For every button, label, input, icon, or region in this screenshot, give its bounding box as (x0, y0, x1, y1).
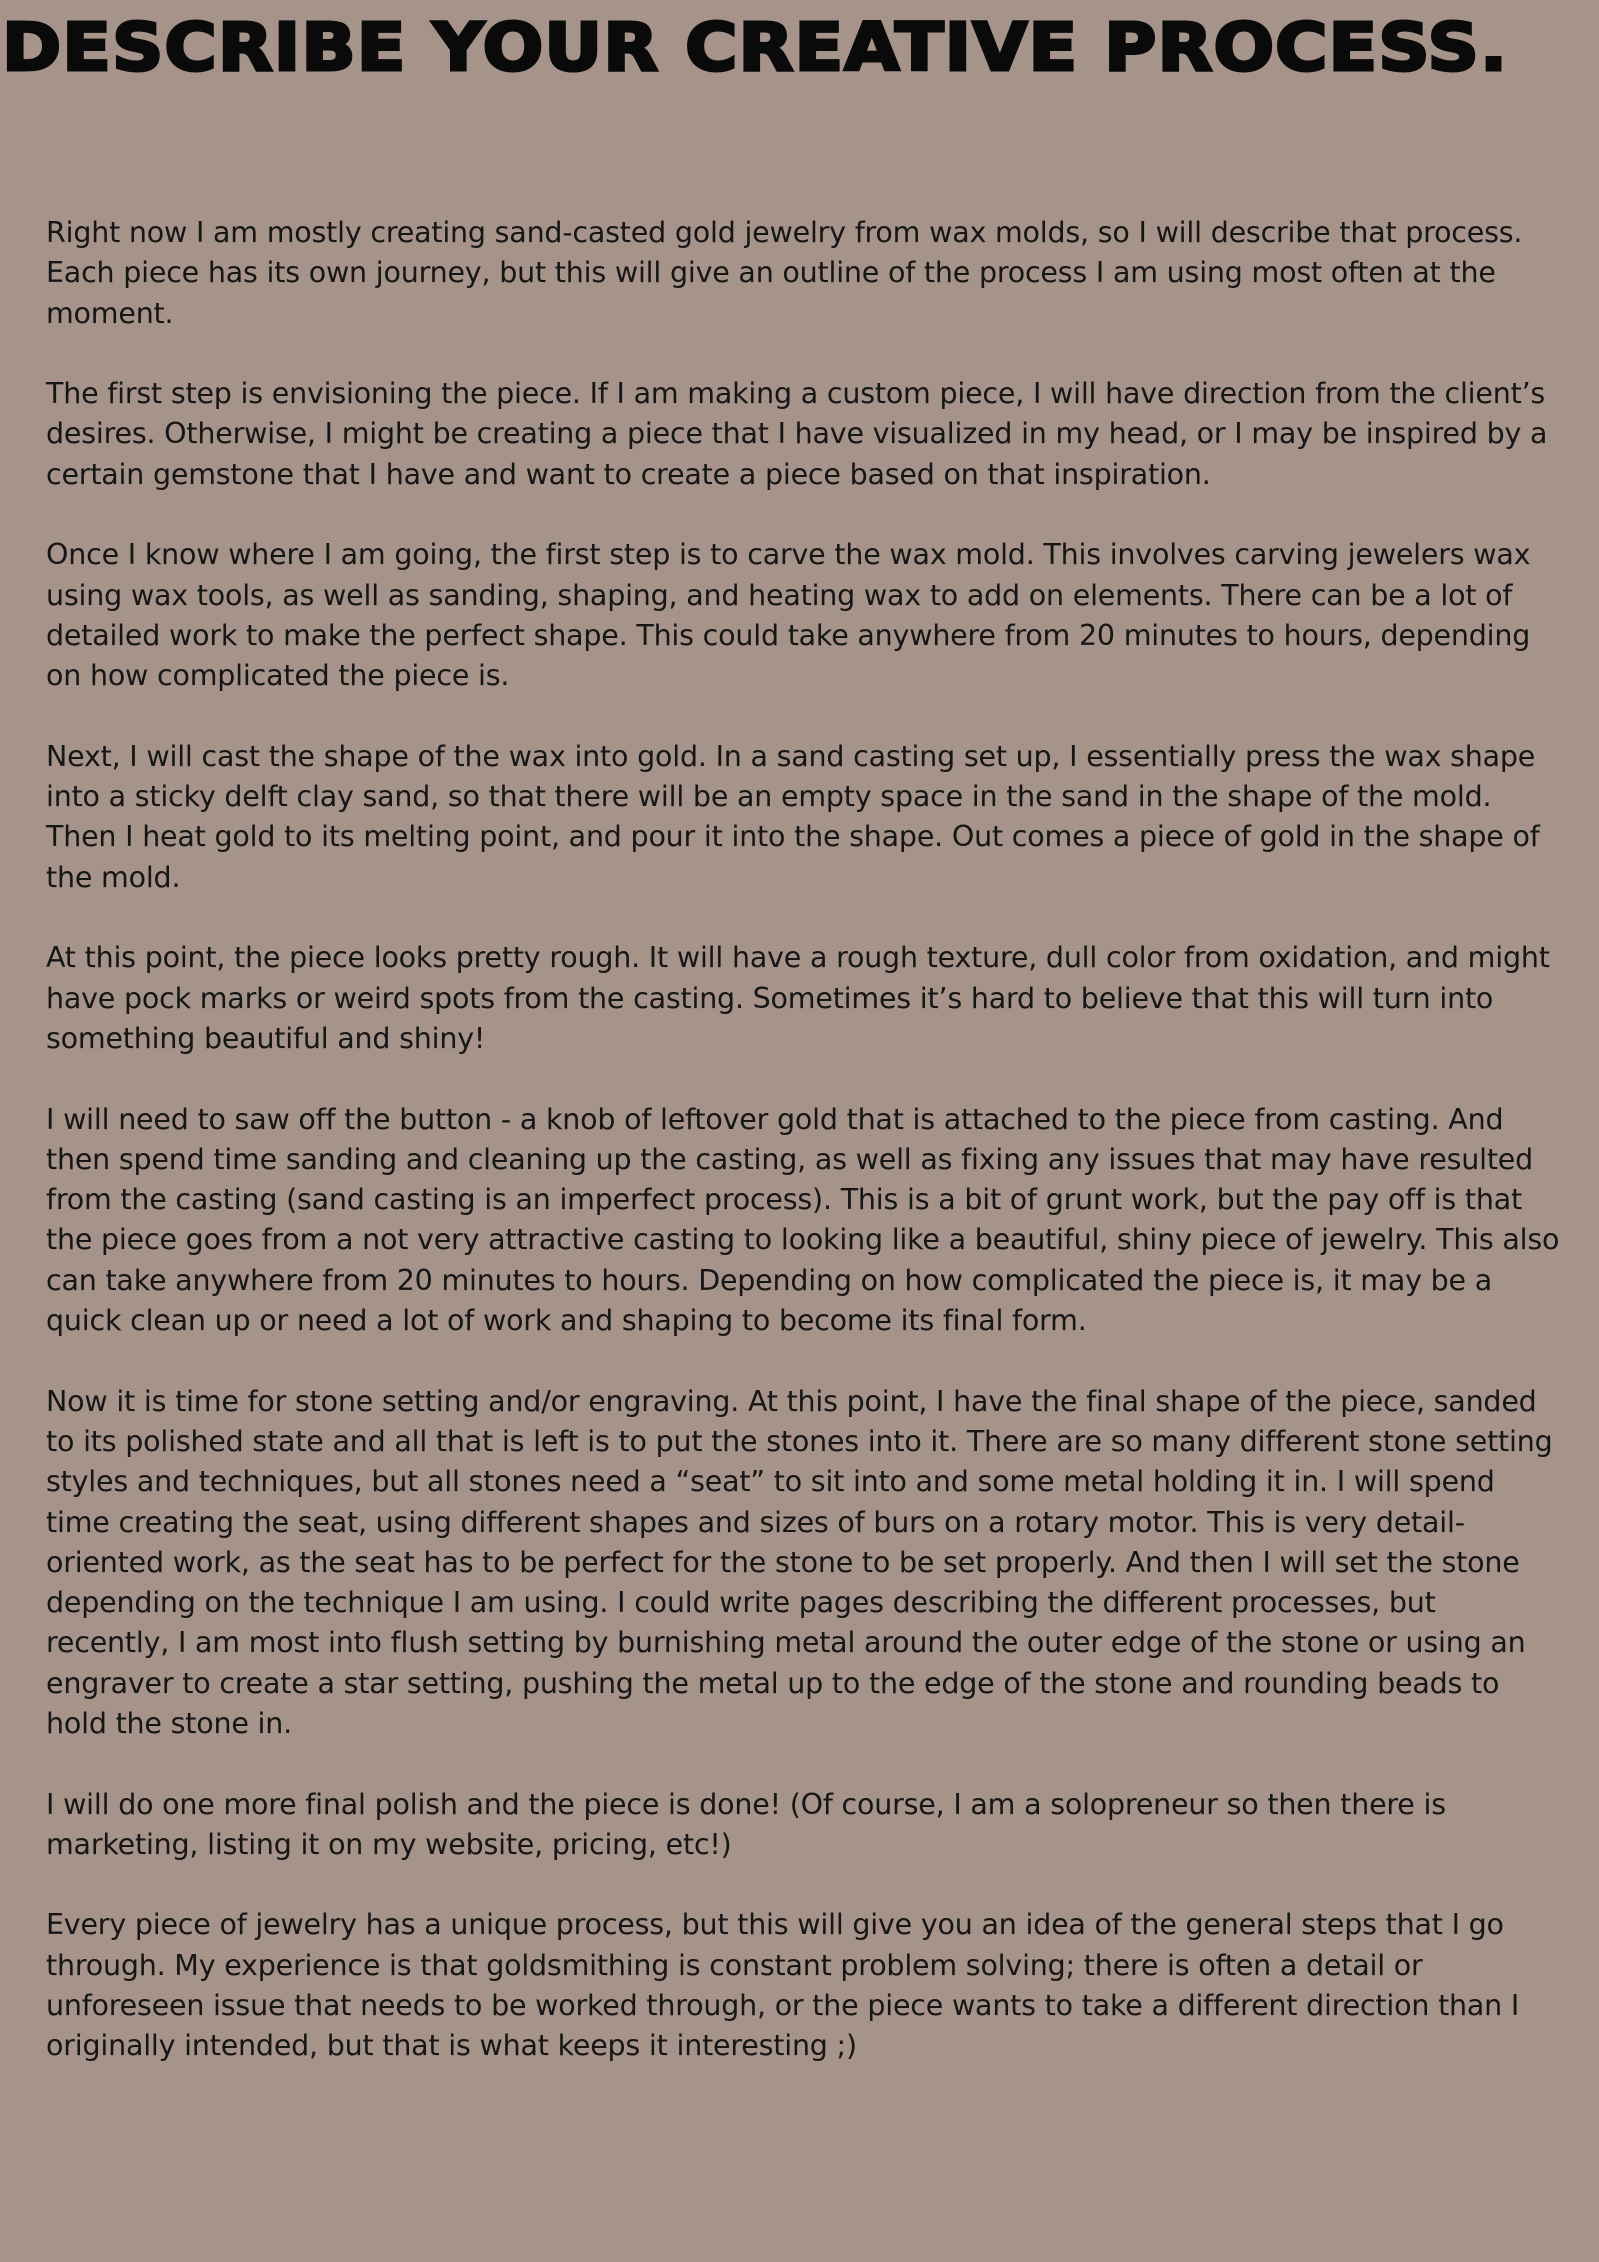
paragraph: Now it is time for stone setting and/or engraving. At this point, I have the final shape of the piece, sanded to its polished state and all that is left is to put the stones into it. There are so many different stone setting styles and techniques, but all stones need a “seat” to sit into and some metal holding it in. I will spend time creating the seat, using different shapes and sizes of burs on a rotary motor. This is very detail-oriented work, as the seat has to be perfect for the stone to be set properly. And then I will set the stone depending on the technique I am using. I could write pages describing the different processes, but recently, I am most into flush setting by burnishing metal around the outer edge of the stone or using an engraver to create a star setting, pushing the metal up to the edge of the stone and rounding beads to hold the stone in. (46, 1384, 1553, 1740)
body-text (46, 213, 1566, 2107)
paragraph: Next, I will cast the shape of the wax into gold. In a sand casting set up, I essentially press the wax shape into a sticky delft clay sand, so that there will be an empty space in the sand in the shape of the mold. Then I heat gold to its melting point, and pour it into the shape. Out comes a piece of gold in the shape of the mold. (46, 739, 1540, 894)
paragraph: I will do one more final polish and the piece is done! (Of course, I am a solopreneur so then there is marketing, listing it on my website, pricing, etc!) (46, 1787, 1446, 1861)
paragraph: Once I know where I am going, the first step is to carve the wax mold. This involves carving jewelers wax using wax tools, as well as sanding, shaping, and heating wax to add on elements. There can be a lot of detailed work to make the perfect shape. This could take anywhere from 20 minutes to hours, depending on how complicated the piece is. (46, 538, 1531, 693)
paragraph: Right now I am mostly creating sand-casted gold jewelry from wax molds, so I will describe that process. Each piece has its own journey, but this will give an outline of the process I am using most often at the moment. (46, 216, 1523, 330)
paragraph: At this point, the piece looks pretty rough. It will have a rough texture, dull color from oxidation, and might have pock marks or weird spots from the casting. Sometimes it’s hard to believe that this will turn into something beautiful and shiny! (46, 941, 1550, 1055)
page-title: DESCRIBE YOUR CREATIVE PROCESS. (2, 9, 1509, 86)
paragraph: The first step is envisioning the piece. If I am making a custom piece, I will have direction from the client’s desires. Otherwise, I might be creating a piece that I have visualized in my head, or I may be inspired by a certain gemstone that I have and want to create a piece based on that inspiration. (46, 377, 1548, 491)
paragraph: Every piece of jewelry has a unique process, but this will give you an idea of the general steps that I go through. My experience is that goldsmithing is constant problem solving; there is often a detail or unforeseen issue that needs to be worked through, or the piece wants to take a different direction than I originally intended, but that is what keeps it interesting ;) (46, 1908, 1520, 2063)
paragraph: I will need to saw off the button - a knob of leftover gold that is attached to the piece from casting. And then spend time sanding and cleaning up the casting, as well as fixing any issues that may have resulted from the casting (sand casting is an imperfect process). This is a bit of grunt work, but the pay off is that the piece goes from a not very attractive casting to looking like a beautiful, shiny piece of jewelry. This also can take anywhere from 20 minutes to hours. Depending on how complicated the piece is, it may be a quick clean up or need a lot of work and shaping to become its final form. (46, 1102, 1560, 1338)
